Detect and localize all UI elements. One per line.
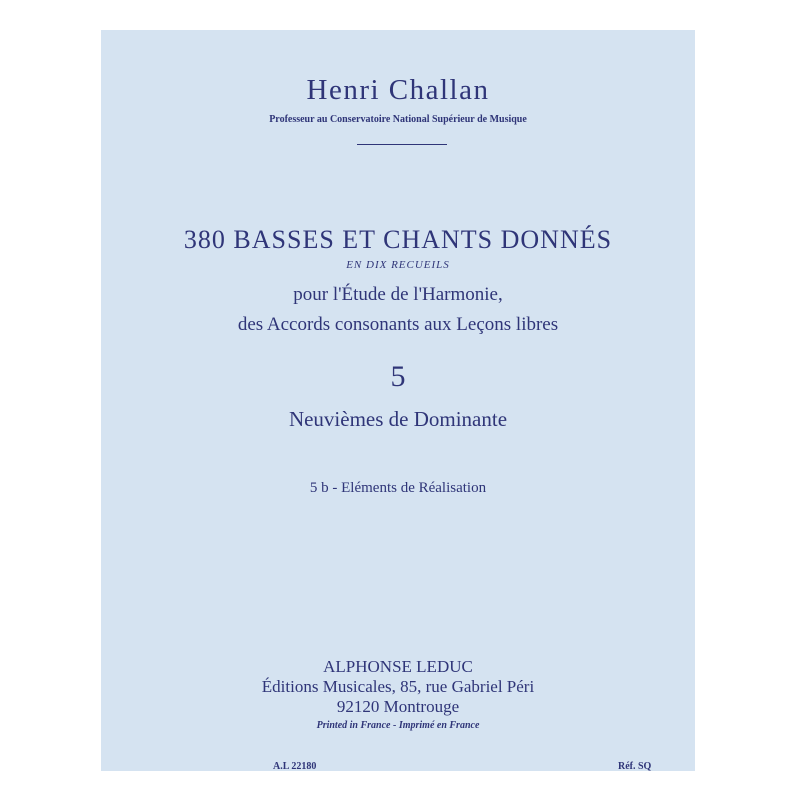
author-name: Henri Challan xyxy=(306,74,490,106)
publisher-address-line2: 92120 Montrouge xyxy=(336,697,460,716)
author-title: Professeur au Conservatoire National Supérieur de Musique xyxy=(269,114,527,125)
part-title: 5 b - Eléments de Réalisation xyxy=(309,480,487,496)
work-subtitle-line2: des Accords consonants aux Leçons libres xyxy=(237,314,559,335)
volume-title: Neuvièmes de Dominante xyxy=(288,407,508,431)
work-subtitle-small: EN DIX RECUEILS xyxy=(346,259,450,271)
divider-rule xyxy=(357,144,447,145)
volume-number: 5 xyxy=(390,360,406,393)
catalog-number: A.L 22180 xyxy=(273,761,317,772)
work-title: 380 BASSES ET CHANTS DONNÉS xyxy=(183,225,613,254)
publisher-name: ALPHONSE LEDUC xyxy=(323,657,473,676)
score-cover xyxy=(101,30,695,771)
work-subtitle-line1: pour l'Étude de l'Harmonie, xyxy=(293,284,503,305)
printed-in-note: Printed in France - Imprimé en France xyxy=(316,720,480,731)
reference-code: Réf. SQ xyxy=(618,761,652,772)
publisher-address-line1: Éditions Musicales, 85, rue Gabriel Péri xyxy=(261,677,535,696)
